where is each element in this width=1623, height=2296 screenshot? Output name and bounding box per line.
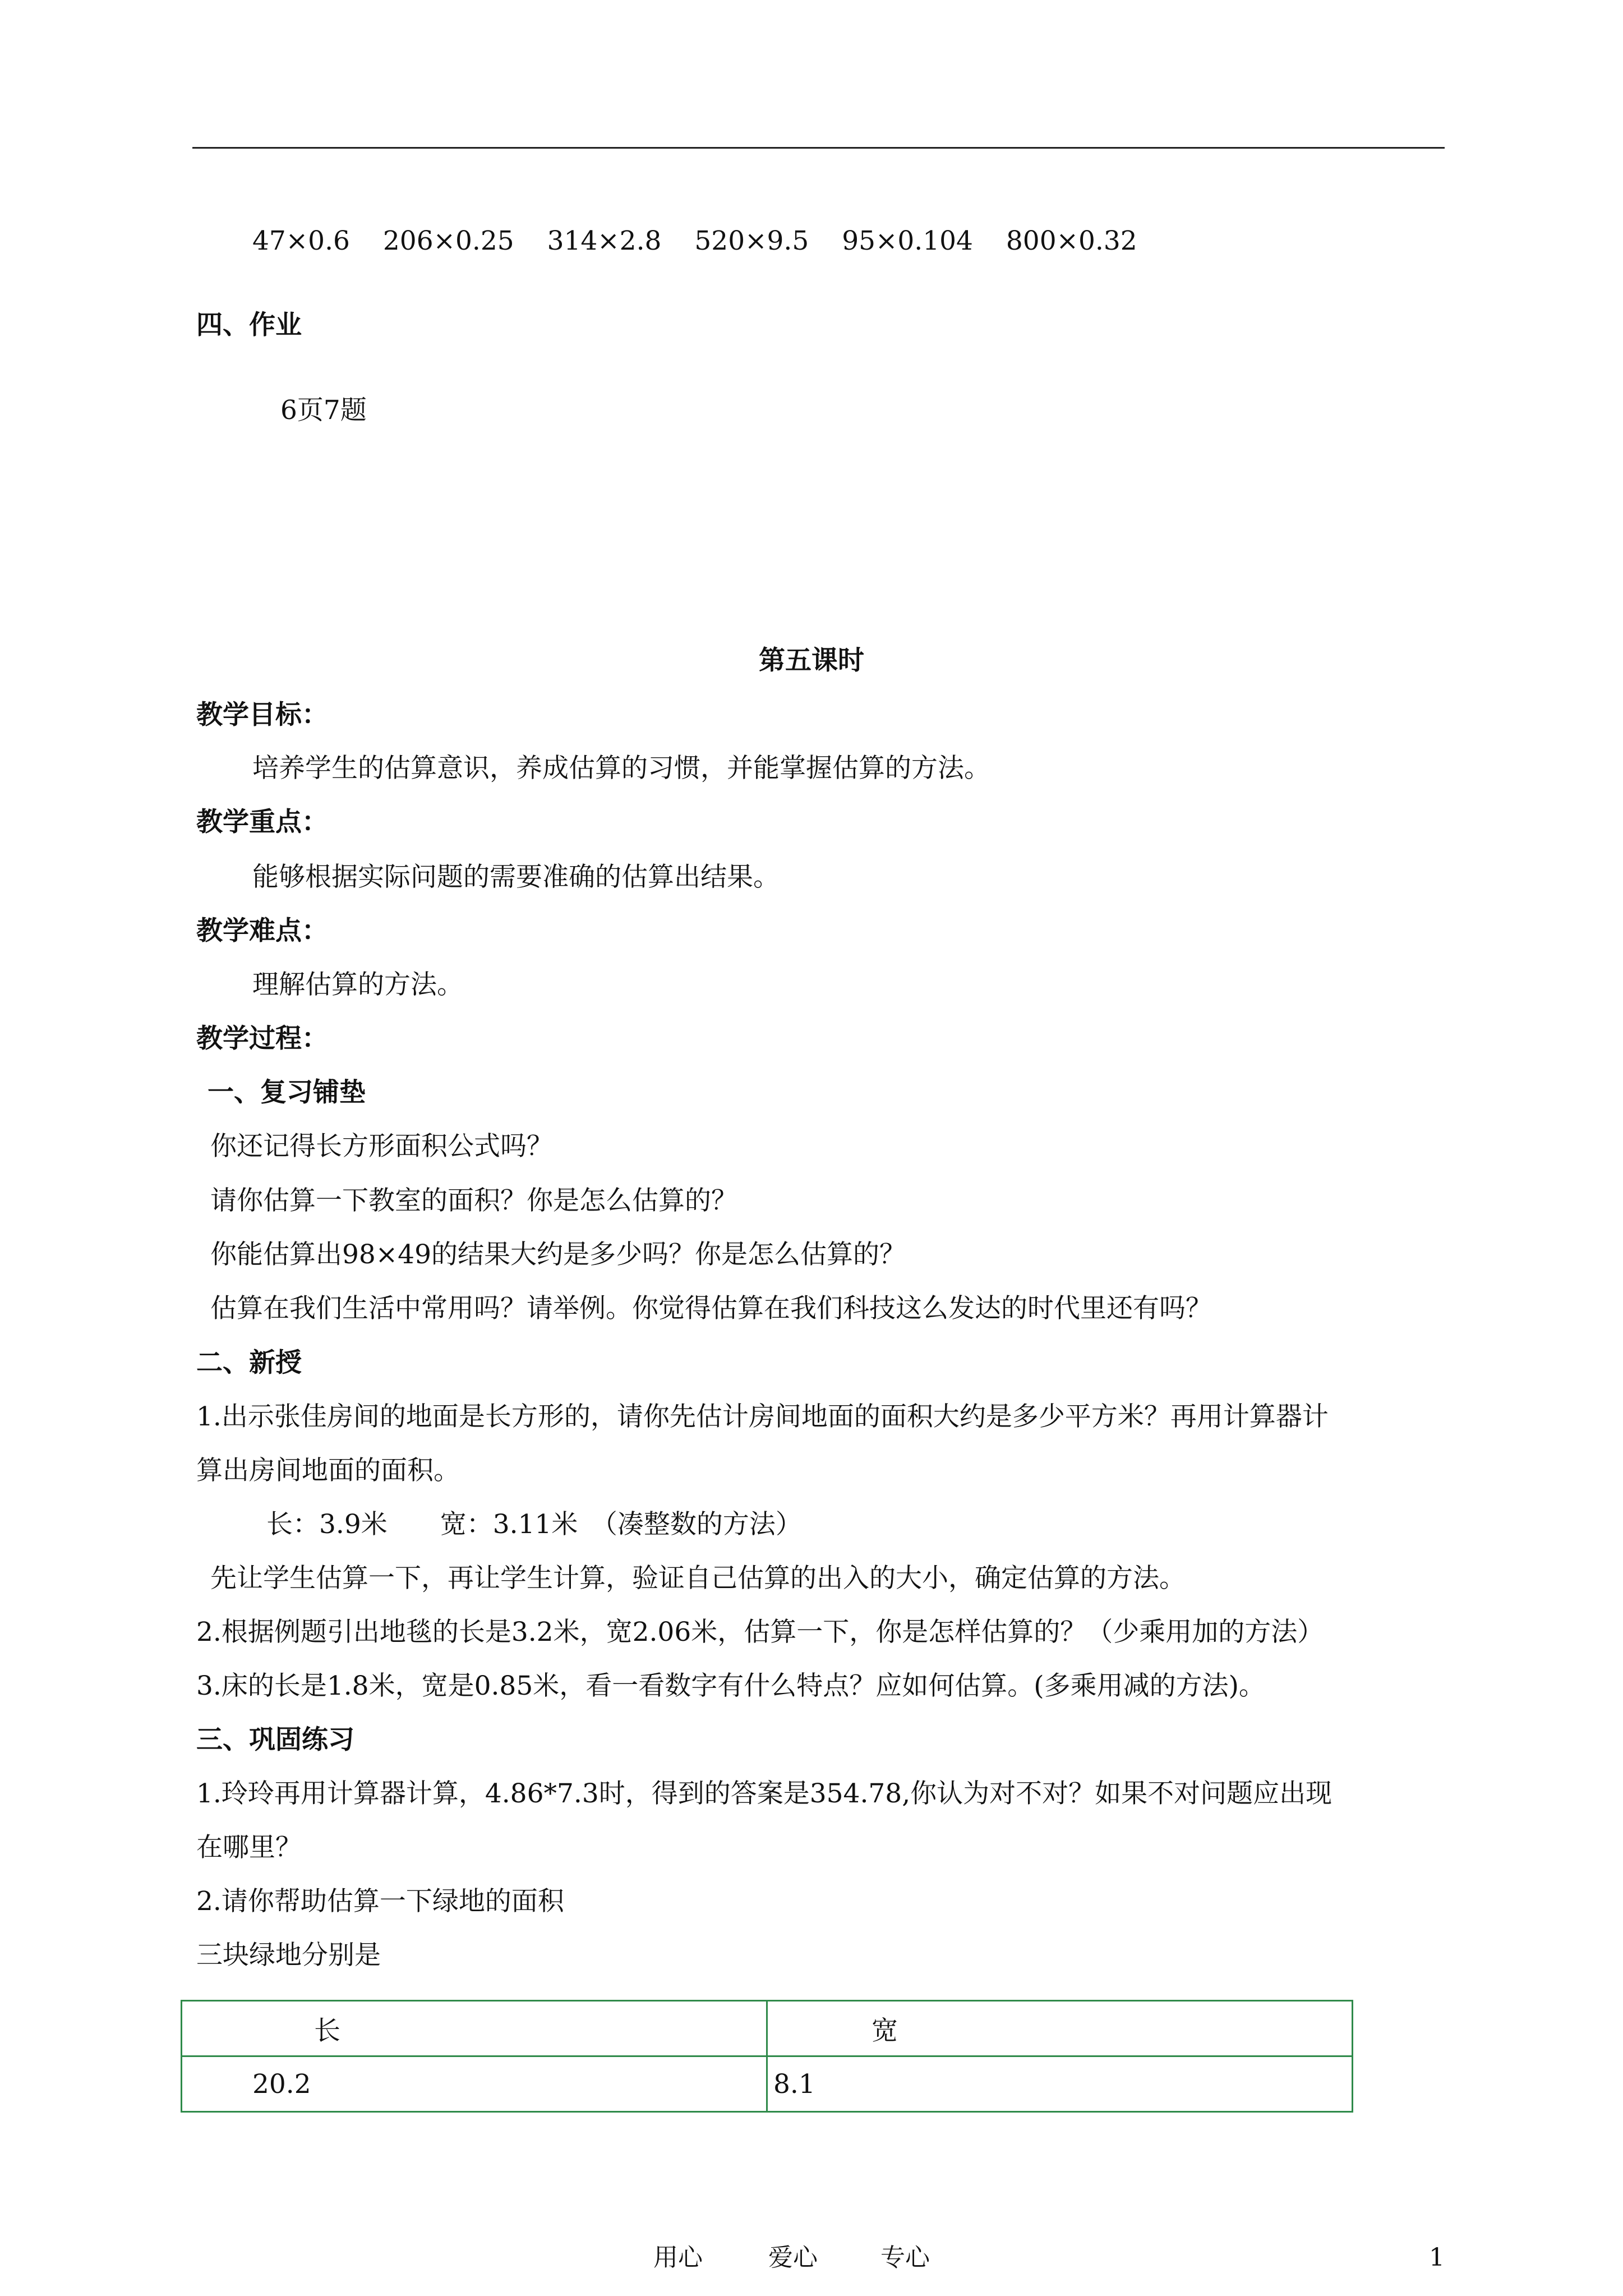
practice-item1-line1: 1.玲玲再用计算器计算，4.86*7.3时，得到的答案是354.78,你认为对不对？如果不对问题应出现: [196, 1778, 1332, 1809]
verify-text: 先让学生估算一下，再让学生计算，验证自己估算的出入的大小，确定估算的方法。: [210, 1563, 1186, 1594]
footer-motto-3: 专心: [880, 2243, 930, 2272]
new-item1-line2: 算出房间地面的面积。: [196, 1455, 460, 1486]
expression: 314×2.8: [547, 226, 662, 256]
review-line: 估算在我们生活中常用吗？请举例。你觉得估算在我们科技这么发达的时代里还有吗？: [210, 1293, 1212, 1324]
review-line: 你还记得长方形面积公式吗？: [210, 1131, 553, 1162]
difficulty-text: 理解估算的方法。: [252, 969, 463, 1000]
footer-motto-2: 爱心: [768, 2243, 818, 2272]
process-label: 教学过程：: [196, 1023, 328, 1054]
homework-content: 6页7题: [280, 395, 367, 426]
header-rule: [192, 147, 1445, 149]
review-line: 请你估算一下教室的面积？你是怎么估算的？: [210, 1185, 737, 1216]
difficulty-label: 教学难点：: [196, 915, 328, 946]
practice-item2: 2.请你帮助估算一下绿地的面积: [196, 1886, 564, 1917]
expression: 520×9.5: [694, 226, 809, 256]
exercise-expressions: [252, 224, 1162, 258]
table-intro: 三块绿地分别是: [196, 1940, 381, 1971]
new-item2: 2.根据例题引出地毯的长是3.2米，宽2.06米，估算一下，你是怎样估算的？（少乘用加的方法）: [196, 1617, 1324, 1648]
room-dimensions: 长：3.9米 宽：3.11米 （凑整数的方法）: [266, 1509, 802, 1540]
expression: 95×0.104: [842, 226, 973, 256]
footer-motto-1: 用心: [653, 2243, 703, 2272]
table-header-row: [182, 2001, 1353, 2056]
key-label: 教学重点：: [196, 807, 328, 838]
table-cell: 20.2: [182, 2056, 767, 2112]
green-area-table: [181, 2000, 1353, 2113]
new-heading: 二、新授: [196, 1347, 302, 1378]
goal-label: 教学目标：: [196, 700, 328, 730]
page-number: 1: [1429, 2243, 1445, 2272]
table-cell: 8.1: [767, 2056, 1353, 2112]
table-row: [182, 2056, 1353, 2112]
new-item3: 3.床的长是1.8米，宽是0.85米，看一看数字有什么特点？应如何估算。(多乘用减的方法)。: [196, 1671, 1265, 1701]
table-header-length: 长: [182, 2001, 767, 2056]
review-line: 你能估算出98×49的结果大约是多少吗？你是怎么估算的？: [210, 1239, 906, 1270]
table-header-width: 宽: [767, 2001, 1353, 2056]
key-text: 能够根据实际问题的需要准确的估算出结果。: [252, 862, 780, 892]
expression: 800×0.32: [1006, 226, 1137, 256]
section-heading-homework: 四、作业: [196, 310, 302, 341]
review-heading: 一、复习铺垫: [208, 1077, 366, 1108]
goal-text: 培养学生的估算意识，养成估算的习惯，并能掌握估算的方法。: [252, 753, 990, 784]
expression: 206×0.25: [382, 226, 514, 256]
practice-heading: 三、巩固练习: [196, 1724, 354, 1755]
new-item1-line1: 1.出示张佳房间的地面是长方形的，请你先估计房间地面的面积大约是多少平方米？再用计算器计: [196, 1401, 1329, 1432]
practice-item1-line2: 在哪里？: [196, 1832, 302, 1863]
lesson-title: 第五课时: [759, 645, 864, 676]
expression: 47×0.6: [252, 226, 350, 256]
